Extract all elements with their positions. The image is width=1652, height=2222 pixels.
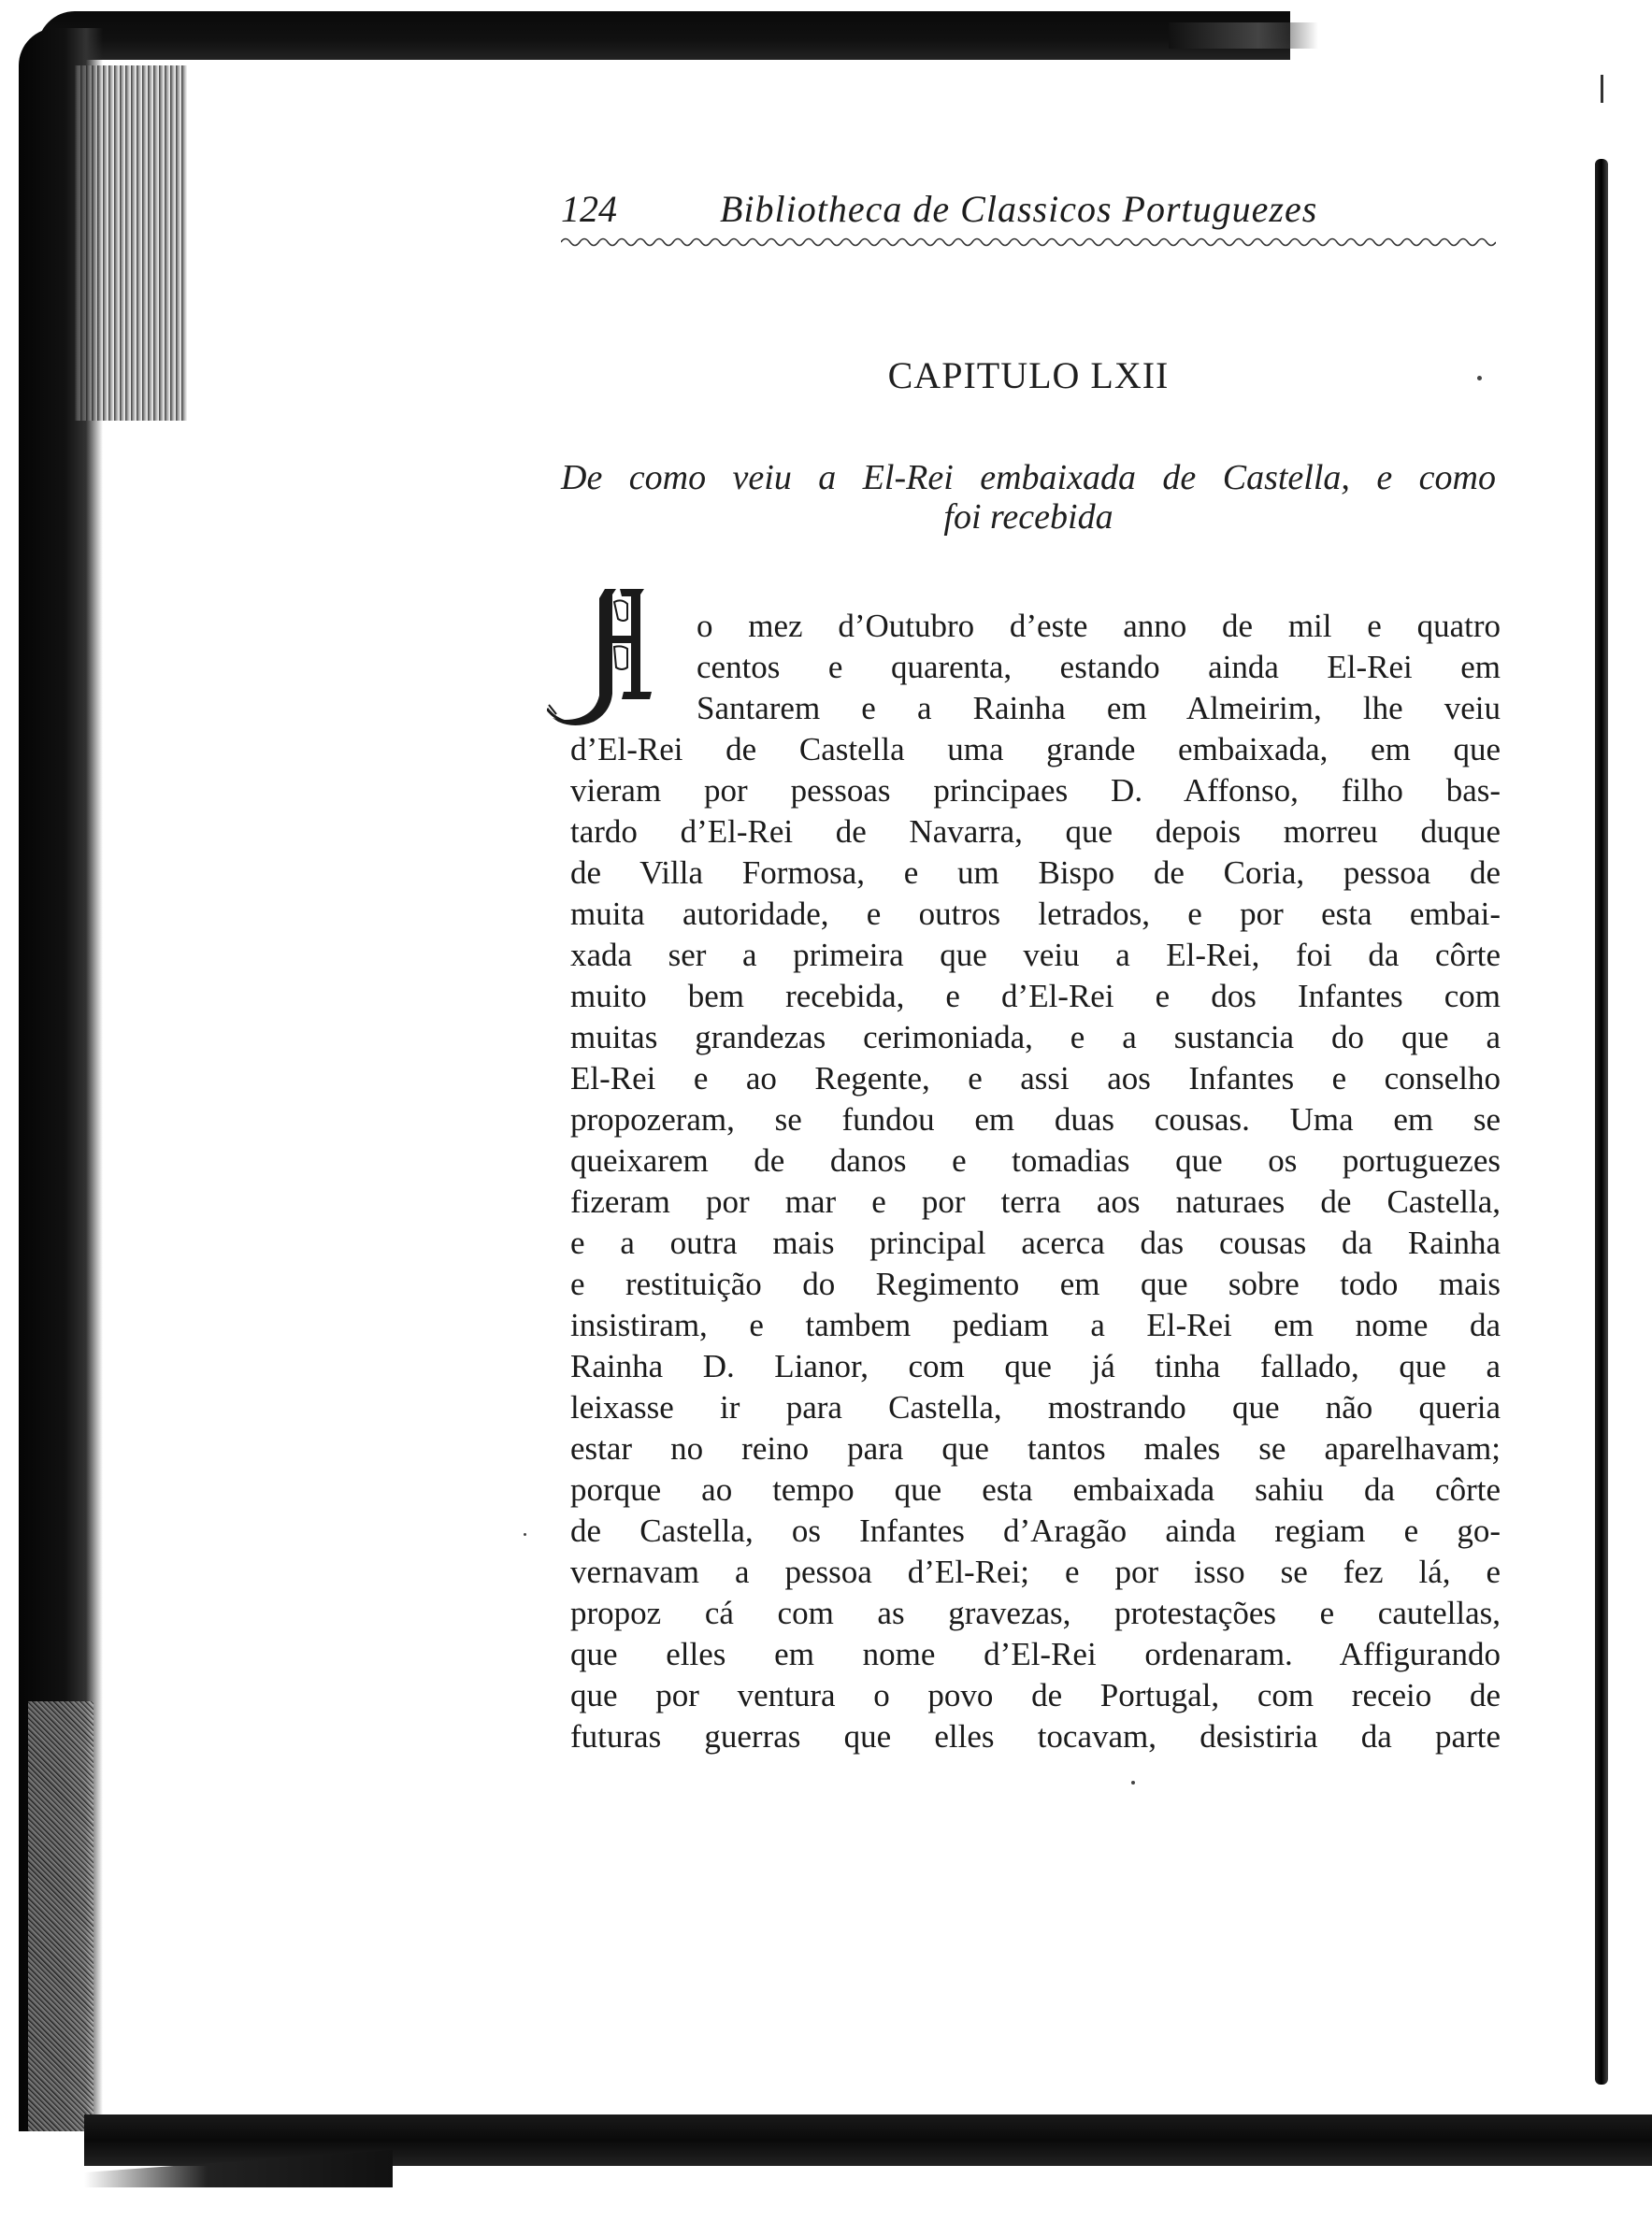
- body-line: estar no reino para que tantos males se aparelhavam;: [570, 1430, 1501, 1467]
- body-line: muita autoridade, e outros letrados, e por esta embai-: [570, 896, 1501, 932]
- scan-mark-right: [1601, 75, 1603, 103]
- body-line: vernavam a pessoa d’El-Rei; e por isso se fez lá, e: [570, 1554, 1501, 1590]
- body-line: insistiram, e tambem pediam a El-Rei em nome da: [570, 1307, 1501, 1343]
- scan-noise-left-upper: [75, 65, 187, 421]
- body-text: [570, 606, 1501, 1757]
- chapter-title: CAPITULO LXII: [887, 354, 1170, 396]
- running-head-title: Bibliotheca de Classicos Portuguezes: [720, 188, 1318, 230]
- scan-border-right: [1595, 159, 1608, 2085]
- body-line: d’El-Rei de Castella uma grande embaixada, em que: [570, 731, 1501, 767]
- body-line: propozeram, se fundou em duas cousas. Uma em se: [570, 1101, 1501, 1138]
- body-line: que por ventura o povo de Portugal, com receio de: [570, 1677, 1501, 1713]
- scan-speck: [1131, 1781, 1135, 1785]
- body-line: o mez d’Outubro d’este anno de mil e quatro: [697, 608, 1501, 644]
- scan-noise-left-lower: [28, 1701, 93, 2131]
- chapter-subtitle-line-2: foi recebida: [943, 497, 1113, 537]
- body-line: xada ser a primeira que veiu a El-Rei, foi da côrte: [570, 937, 1501, 973]
- body-line: que elles em nome d’El-Rei ordenaram. Affigurando: [570, 1636, 1501, 1672]
- wavy-rule-divider: [561, 236, 1496, 249]
- chapter-subtitle: [561, 458, 1496, 537]
- body-line: tardo d’El-Rei de Navarra, que depois morreu duque: [570, 813, 1501, 850]
- body-line: leixasse ir para Castella, mostrando que não queria: [570, 1389, 1501, 1426]
- body-line: futuras guerras que elles tocavam, desistiria da parte: [570, 1718, 1501, 1755]
- body-line: Santarem e a Rainha em Almeirim, lhe veiu: [697, 690, 1501, 726]
- chapter-subtitle-line-1: De como veiu a El-Rei embaixada de Castella, e como: [561, 458, 1496, 497]
- body-line: e a outra mais principal acerca das cousas da Rainha: [570, 1225, 1501, 1261]
- body-line: muito bem recebida, e d’El-Rei e dos Infantes com: [570, 978, 1501, 1014]
- body-line: de Castella, os Infantes d’Aragão ainda regiam e go-: [570, 1512, 1501, 1549]
- body-line: propoz cá com as gravezas, protestações e cautellas,: [570, 1595, 1501, 1631]
- body-line: Rainha D. Lianor, com que já tinha fallado, que a: [570, 1348, 1501, 1384]
- scan-border-top: [37, 11, 1290, 60]
- body-line: vieram por pessoas principaes D. Affonso, filho bas-: [570, 772, 1501, 809]
- body-line: de Villa Formosa, e um Bispo de Coria, pessoa de: [570, 854, 1501, 891]
- scan-speck: [524, 1533, 526, 1536]
- running-head: [561, 187, 1496, 232]
- body-line: fizeram por mar e por terra aos naturaes de Castella,: [570, 1183, 1501, 1220]
- drop-cap-letter: A: [547, 581, 548, 582]
- body-line: El-Rei e ao Regente, e assi aos Infantes e conselho: [570, 1060, 1501, 1097]
- body-line: e restituição do Regimento em que sobre todo mais: [570, 1266, 1501, 1302]
- scan-border-top-fade: [1169, 22, 1318, 49]
- page-number: 124: [561, 188, 617, 230]
- body-line: porque ao tempo que esta embaixada sahiu da côrte: [570, 1471, 1501, 1508]
- body-line: queixarem de danos e tomadias que os portuguezes: [570, 1142, 1501, 1179]
- body-line: muitas grandezas cerimoniada, e a sustancia do que a: [570, 1019, 1501, 1055]
- body-line: centos e quarenta, estando ainda El-Rei em: [697, 649, 1501, 685]
